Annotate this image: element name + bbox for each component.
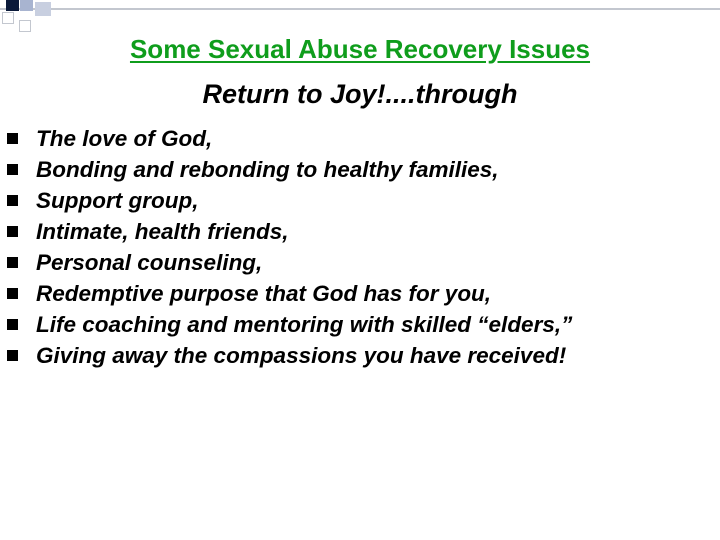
list-item bbox=[7, 185, 572, 216]
bullet-text: Bonding and rebonding to healthy families, bbox=[36, 156, 499, 182]
square-bullet-icon bbox=[7, 257, 18, 268]
list-item bbox=[7, 247, 572, 278]
square-bullet-icon bbox=[7, 350, 18, 361]
outlined-square bbox=[19, 20, 31, 32]
bullet-text: Redemptive purpose that God has for you, bbox=[36, 280, 492, 306]
corner-squares-decoration bbox=[0, 0, 720, 34]
slide-title: Some Sexual Abuse Recovery Issues bbox=[129, 34, 591, 64]
bullet-text: Support group, bbox=[36, 187, 199, 213]
list-item bbox=[7, 309, 572, 340]
top-rule-line bbox=[0, 8, 720, 10]
bullet-list bbox=[7, 123, 572, 371]
square-bullet-icon bbox=[7, 133, 18, 144]
bullet-text: Intimate, health friends, bbox=[36, 218, 289, 244]
list-item bbox=[7, 154, 572, 185]
list-item bbox=[7, 278, 572, 309]
light-square bbox=[35, 2, 51, 16]
square-bullet-icon bbox=[7, 288, 18, 299]
square-bullet-icon bbox=[7, 319, 18, 330]
square-bullet-icon bbox=[7, 164, 18, 175]
bullet-text: Personal counseling, bbox=[36, 249, 263, 275]
list-item bbox=[7, 340, 572, 371]
slide-subtitle: Return to Joy!....through bbox=[202, 79, 518, 109]
list-item bbox=[7, 123, 572, 154]
bullet-text: Giving away the compassions you have received! bbox=[36, 342, 567, 368]
outlined-square bbox=[2, 12, 14, 24]
list-item bbox=[7, 216, 572, 247]
dark-square bbox=[6, 0, 19, 11]
bullet-text: The love of God, bbox=[36, 125, 213, 151]
square-bullet-icon bbox=[7, 226, 18, 237]
bullet-text: Life coaching and mentoring with skilled “elders,” bbox=[36, 311, 573, 337]
square-bullet-icon bbox=[7, 195, 18, 206]
light-square bbox=[20, 0, 33, 11]
